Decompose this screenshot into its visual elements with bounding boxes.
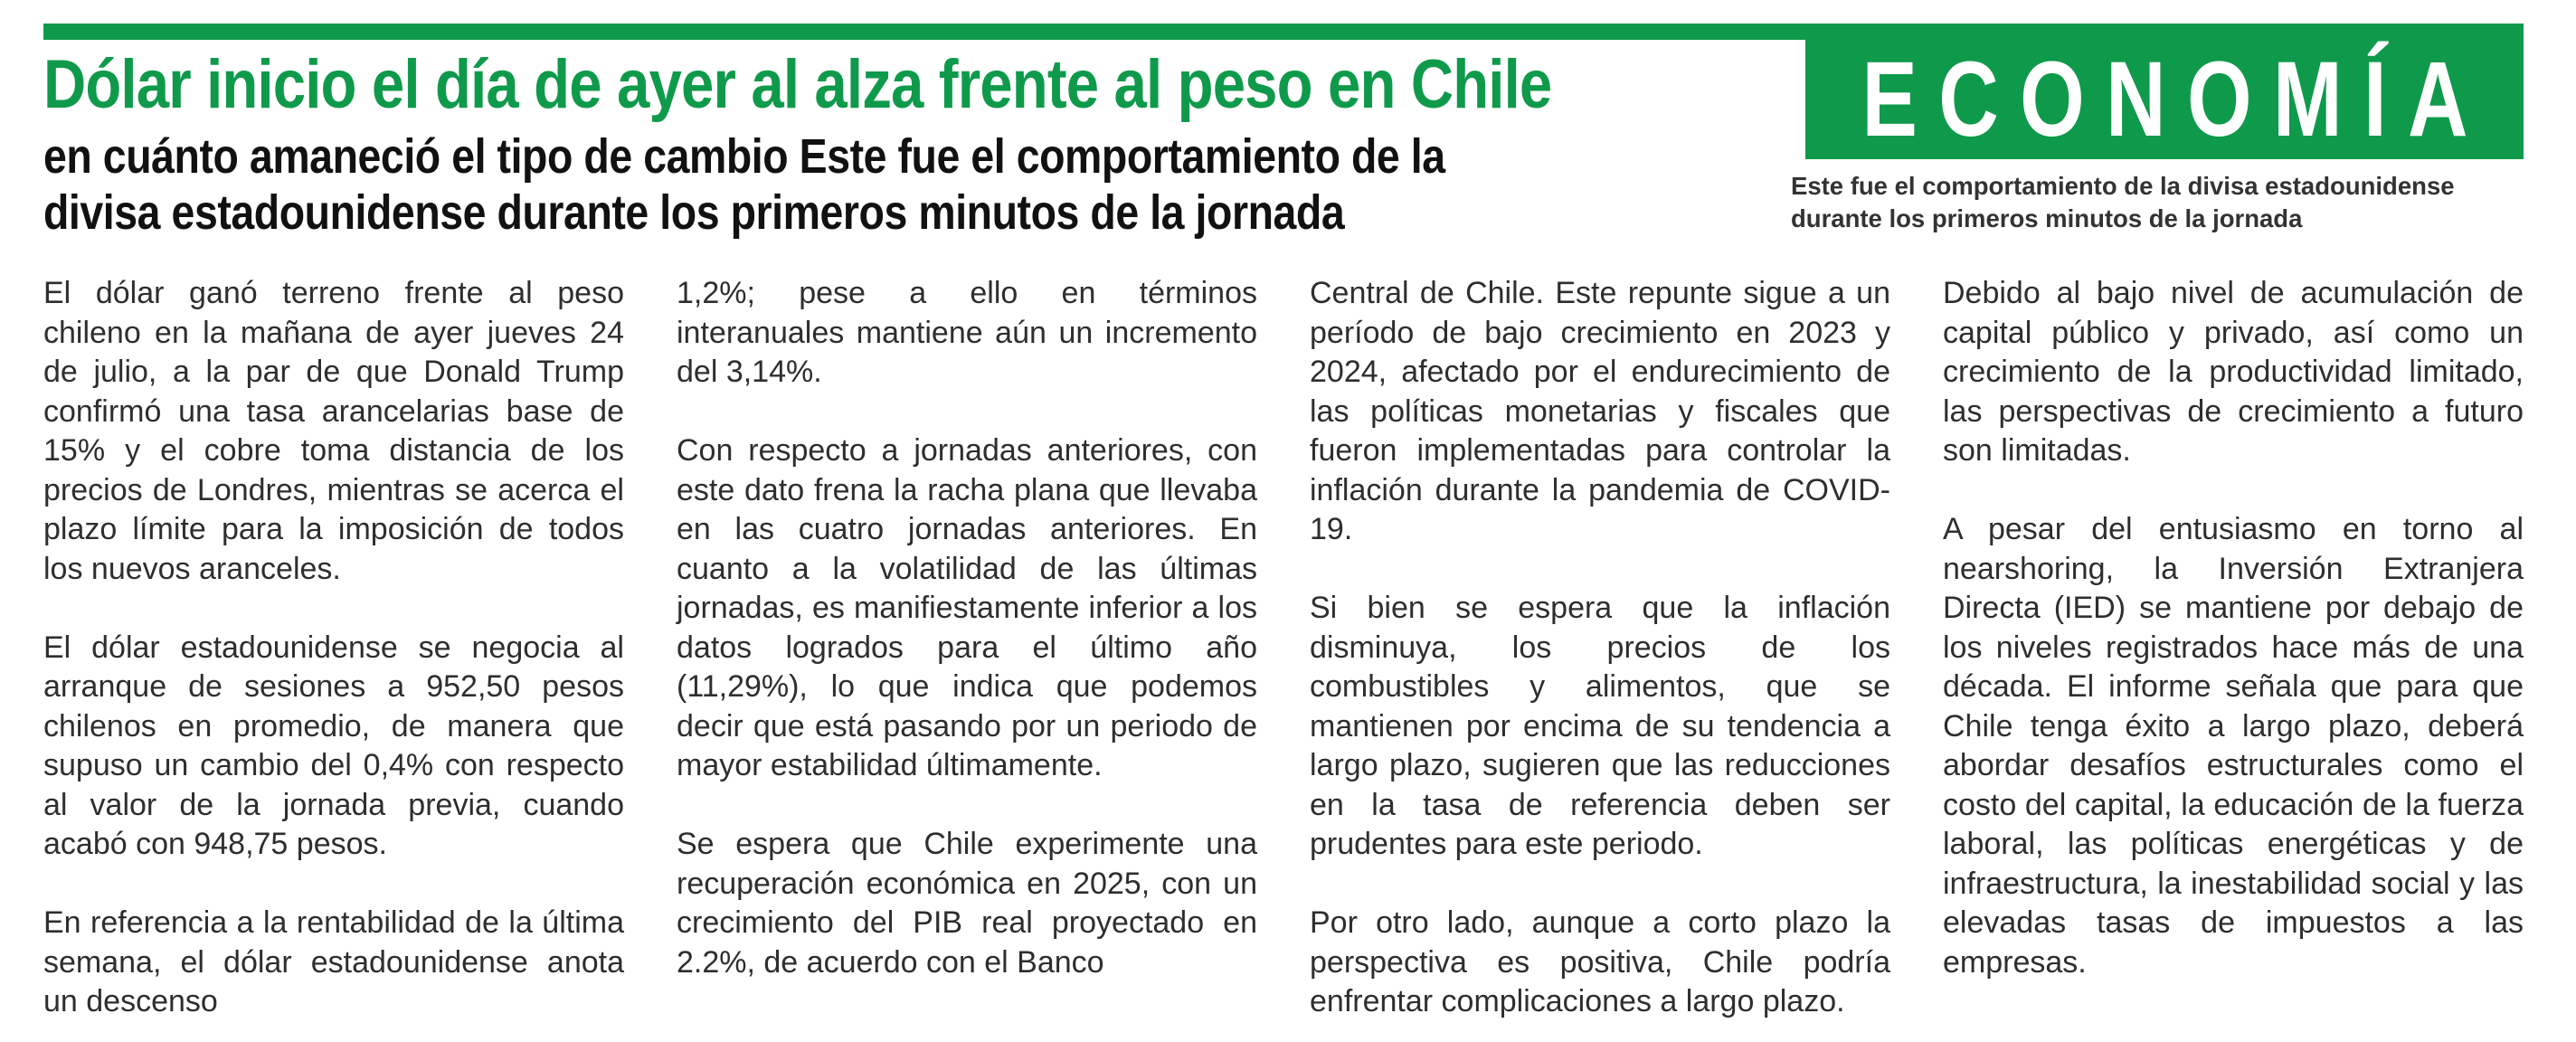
paragraph: El dólar estadounidense se negocia al arranque de sesiones a 952,50 pesos chilenos en promedio, de manera que supuso un cambio del 0,4% con respecto al valor de la jornada previa, cuando acabó con 948,75 pesos. <box>43 630 624 861</box>
article-column-2 <box>677 274 1257 982</box>
article-column-4 <box>1943 274 2524 982</box>
section-subtitle: Este fue el comportamiento de la divisa estadounidense durante los primeros minutos de la jornada <box>1791 172 2455 232</box>
paragraph: Central de Chile. Este repunte sigue a un período de bajo crecimiento en 2023 y 2024, afectado por el endurecimiento de las políticas monetarias y fiscales que fueron implementadas para controlar la inflación durante la pandemia de COVID-19. <box>1310 276 1890 546</box>
paragraph: El dólar ganó terreno frente al peso chileno en la mañana de ayer jueves 24 de julio, a la par de que Donald Trump confirmó una tasa arancelarias base de 15% y el cobre toma distancia de los precios de Londres, mientras se acerca el plazo límite para la imposición de todos los nuevos aranceles. <box>43 276 624 586</box>
article-deck: en cuánto amaneció el tipo de cambio Este fue el comportamiento de la divisa estadounidense durante los primeros minutos de la jornada <box>43 129 1445 240</box>
paragraph: Debido al bajo nivel de acumulación de capital público y privado, así como un crecimiento de la productividad limitado, las perspectivas de crecimiento a futuro son limitadas. <box>1943 276 2524 468</box>
paragraph: 1,2%; pese a ello en términos interanuales mantiene aún un incremento del 3,14%. <box>677 276 1257 389</box>
article-column-3 <box>1310 274 1890 1022</box>
section-top-rule <box>43 24 2524 40</box>
paragraph: Se espera que Chile experimente una recuperación económica en 2025, con un crecimiento del PIB real proyectado en 2.2%, de acuerdo con el Banco <box>677 827 1257 980</box>
section-label: ECONOMÍA <box>1861 40 2489 159</box>
paragraph: A pesar del entusiasmo en torno al nearshoring, la Inversión Extranjera Directa (IED) se mantiene por debajo de los niveles registrados hace más de una década. El informe señala que para que Chile tenga éxito a largo plazo, deberá abordar desafíos estructurales como el costo del capital, la educación de la fuerza laboral, las políticas energéticas y de infraestructura, la inestabilidad social y las elevadas tasas de impuestos a las empresas. <box>1943 512 2524 980</box>
paragraph: Con respecto a jornadas anteriores, con este dato frena la racha plana que llevaba en las cuatro jornadas anteriores. En cuanto a la volatilidad de las últimas jornadas, es manifiestamente inferior a los datos logrados para el último año (11,29%), lo que indica que podemos decir que está pasando por un periodo de mayor estabilidad últimamente. <box>677 433 1257 782</box>
paragraph: Por otro lado, aunque a corto plazo la perspectiva es positiva, Chile podría enfrentar complicaciones a largo plazo. <box>1310 905 1890 1018</box>
article-column-1 <box>43 274 624 1022</box>
paragraph: Si bien se espera que la inflación disminuya, los precios de los combustibles y alimentos, que se mantienen por encima de su tendencia a largo plazo, sugieren que las reducciones en la tasa de referencia deben ser prudentes para este periodo. <box>1310 591 1890 861</box>
article-headline: Dólar inicio el día de ayer al alza frente al peso en Chile <box>43 46 1552 123</box>
paragraph: En referencia a la rentabilidad de la última semana, el dólar estadounidense anota un descenso <box>43 905 624 1018</box>
section-banner <box>1805 40 2524 159</box>
